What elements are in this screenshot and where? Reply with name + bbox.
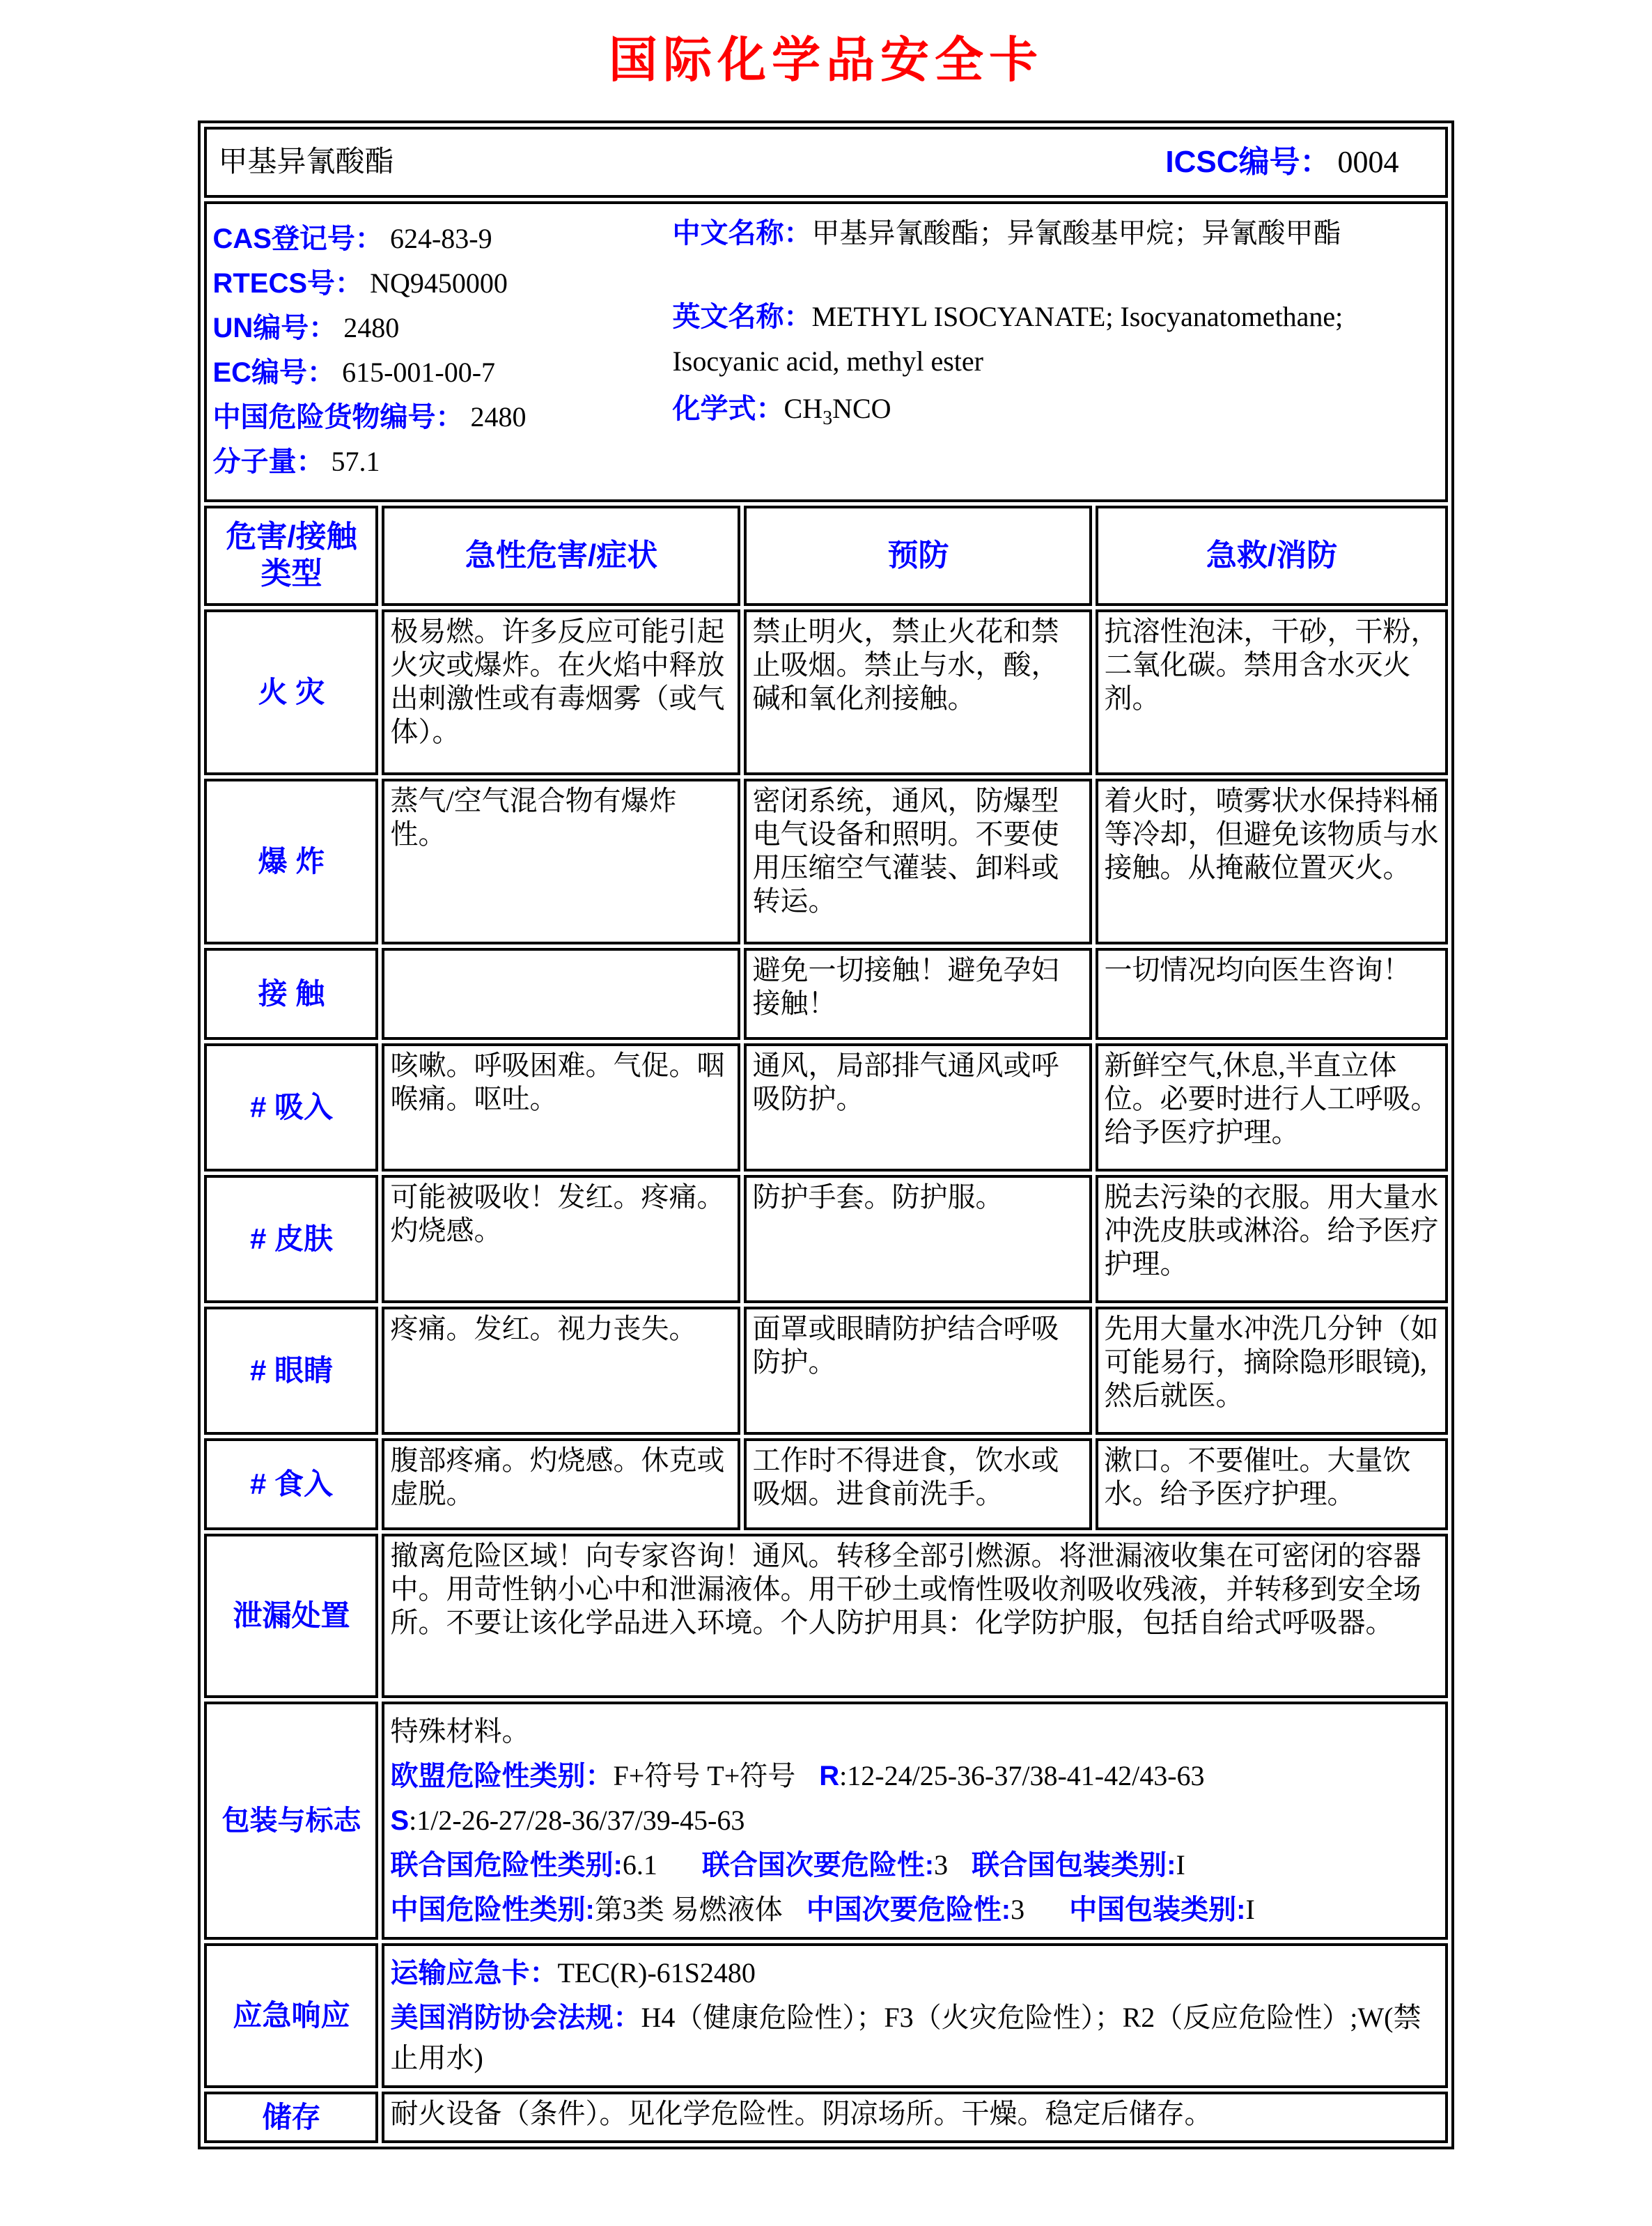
icsc-number <box>1165 144 1433 181</box>
hazard-label-skin: # 皮肤 <box>204 1175 378 1303</box>
substance-name: 甲基异氰酸酯 <box>218 146 394 178</box>
fire-prevention: 禁止明火，禁止火花和禁止吸烟。禁止与水，酸，碱和氧化剂接触。 <box>744 609 1092 775</box>
identifier-list <box>212 211 672 490</box>
storage-text: 耐火设备（条件）。见化学危险性。阴凉场所。干燥。稳定后储存。 <box>382 2092 1447 2143</box>
emergency-tec: 运输应急卡：TEC(R)-61S2480 <box>390 1957 756 1988</box>
packaging-eu-class: 欧盟危险性类别：F+符号 T+符号 R:12-24/25-36-37/38-41-42/43-63 <box>390 1760 1205 1791</box>
fire-response: 抗溶性泡沫，干砂，干粉，二氧化碳。禁用含水灭火剂。 <box>1096 609 1447 775</box>
hazard-label-ingestion: # 食入 <box>204 1438 378 1530</box>
hazard-label-inhalation: # 吸入 <box>204 1043 378 1172</box>
english-name: 英文名称：METHYL ISOCYANATE; Isocyanatomethane; Isocyanic acid, methyl ester <box>672 301 1343 377</box>
packaging-special-material: 特殊材料。 <box>390 1715 530 1747</box>
hazard-label-fire: 火 灾 <box>204 609 378 775</box>
hazard-header-row <box>204 506 1447 606</box>
substance-header <box>212 134 1439 191</box>
spill-label: 泄漏处置 <box>204 1534 378 1698</box>
hazard-label-explosion: 爆 炸 <box>204 779 378 944</box>
name-list <box>672 211 1439 490</box>
contact-response: 一切情况均向医生咨询！ <box>1096 948 1447 1040</box>
hazard-row-inhalation <box>204 1043 1447 1172</box>
contact-symptoms <box>382 948 740 1040</box>
explosion-symptoms: 蒸气/空气混合物有爆炸性。 <box>382 779 740 944</box>
hazard-row-ingestion <box>204 1438 1447 1530</box>
col-header-symptoms: 急性危害/症状 <box>382 506 740 606</box>
inhalation-prevention: 通风，局部排气通风或呼吸防护。 <box>744 1043 1092 1172</box>
icsc-value: 0004 <box>1337 144 1399 179</box>
emergency-row <box>204 1943 1447 2088</box>
identifier-china-dg: 中国危险货物编号： 2480 <box>212 401 527 433</box>
icsc-label: ICSC编号： <box>1165 144 1331 179</box>
fire-symptoms: 极易燃。许多反应可能引起火灾或爆炸。在火焰中释放出刺激性或有毒烟雾（或气体）。 <box>382 609 740 775</box>
packaging-row <box>204 1702 1447 1940</box>
spill-row <box>204 1534 1447 1698</box>
identifier-mol-weight: 分子量： 57.1 <box>212 446 380 477</box>
hazard-label-eyes: # 眼睛 <box>204 1307 378 1435</box>
packaging-content <box>382 1702 1447 1940</box>
packaging-label: 包装与标志 <box>204 1702 378 1940</box>
identification-row <box>204 201 1447 502</box>
contact-prevention: 避免一切接触！避免孕妇接触！ <box>744 948 1092 1040</box>
hazard-row-contact <box>204 948 1447 1040</box>
hazard-row-eyes <box>204 1307 1447 1435</box>
packaging-s-phrases: S:1/2-26-27/28-36/37/39-45-63 <box>390 1805 745 1836</box>
substance-header-row <box>204 127 1447 198</box>
emergency-label: 应急响应 <box>204 1943 378 2088</box>
ingestion-symptoms: 腹部疼痛。灼烧感。休克或虚脱。 <box>382 1438 740 1530</box>
hazard-row-skin <box>204 1175 1447 1303</box>
eyes-response: 先用大量水冲洗几分钟（如可能易行，摘除隐形眼镜),然后就医。 <box>1096 1307 1447 1435</box>
packaging-cn-class: 中国危险性类别:第3类 易燃液体 中国次要危险性:3 中国包装类别:I <box>390 1894 1255 1925</box>
storage-label: 储存 <box>204 2092 378 2143</box>
ingestion-response: 漱口。不要催吐。大量饮水。给予医疗护理。 <box>1096 1438 1447 1530</box>
storage-row <box>204 2092 1447 2143</box>
emergency-nfpa: 美国消防协会法规：H4（健康危险性）；F3（火灾危险性）；R2（反应危险性）;W(禁止用水) <box>390 2002 1421 2073</box>
spill-text: 撤离危险区域！向专家咨询！通风。转移全部引燃源。将泄漏液收集在可密闭的容器中。用苛性钠小心中和泄漏液体。用干砂土或惰性吸收剂吸收残液，并转移到安全场所。不要让该化学品进入环境。个人防护用具：化学防护服，包括自给式呼吸器。 <box>382 1534 1447 1698</box>
col-header-first-aid: 急救/消防 <box>1096 506 1447 606</box>
skin-prevention: 防护手套。防护服。 <box>744 1175 1092 1303</box>
explosion-response: 着火时，喷雾状水保持料桶等冷却，但避免该物质与水接触。从掩蔽位置灭火。 <box>1096 779 1447 944</box>
packaging-un-class: 联合国危险性类别:6.1 联合国次要危险性:3 联合国包装类别:I <box>390 1849 1185 1881</box>
page-title: 国际化学品安全卡 <box>609 33 1043 87</box>
identifier-ec: EC编号： 615-001-00-7 <box>212 357 496 388</box>
identification-section <box>212 207 1439 497</box>
identifier-rtecs: RTECS号： NQ9450000 <box>212 267 508 299</box>
ingestion-prevention: 工作时不得进食，饮水或吸烟。进食前洗手。 <box>744 1438 1092 1530</box>
hazard-row-explosion <box>204 779 1447 944</box>
eyes-prevention: 面罩或眼睛防护结合呼吸防护。 <box>744 1307 1092 1435</box>
col-header-prevention: 预防 <box>744 506 1092 606</box>
skin-response: 脱去污染的衣服。用大量水冲洗皮肤或淋浴。给予医疗护理。 <box>1096 1175 1447 1303</box>
explosion-prevention: 密闭系统，通风，防爆型电气设备和照明。不要使用压缩空气灌装、卸料或转运。 <box>744 779 1092 944</box>
eyes-symptoms: 疼痛。发红。视力丧失。 <box>382 1307 740 1435</box>
skin-symptoms: 可能被吸收！发红。疼痛。灼烧感。 <box>382 1175 740 1303</box>
chinese-name: 中文名称：甲基异氰酸酯；异氰酸基甲烷；异氰酸甲酯 <box>672 217 1341 249</box>
identifier-cas: CAS登记号： 624-83-9 <box>212 223 492 254</box>
identifier-un: UN编号： 2480 <box>212 312 400 343</box>
inhalation-response: 新鲜空气,休息,半直立体位。必要时进行人工呼吸。给予医疗护理。 <box>1096 1043 1447 1172</box>
hazard-label-contact: 接 触 <box>204 948 378 1040</box>
safety-card-table <box>198 120 1454 2149</box>
inhalation-symptoms: 咳嗽。呼吸困难。气促。咽喉痛。呕吐。 <box>382 1043 740 1172</box>
col-header-hazard-type: 危害/接触类型 <box>204 506 378 606</box>
hazard-row-fire <box>204 609 1447 775</box>
emergency-content <box>382 1943 1447 2088</box>
chemical-formula: 化学式：$CH_3NCO$ <box>672 393 891 429</box>
